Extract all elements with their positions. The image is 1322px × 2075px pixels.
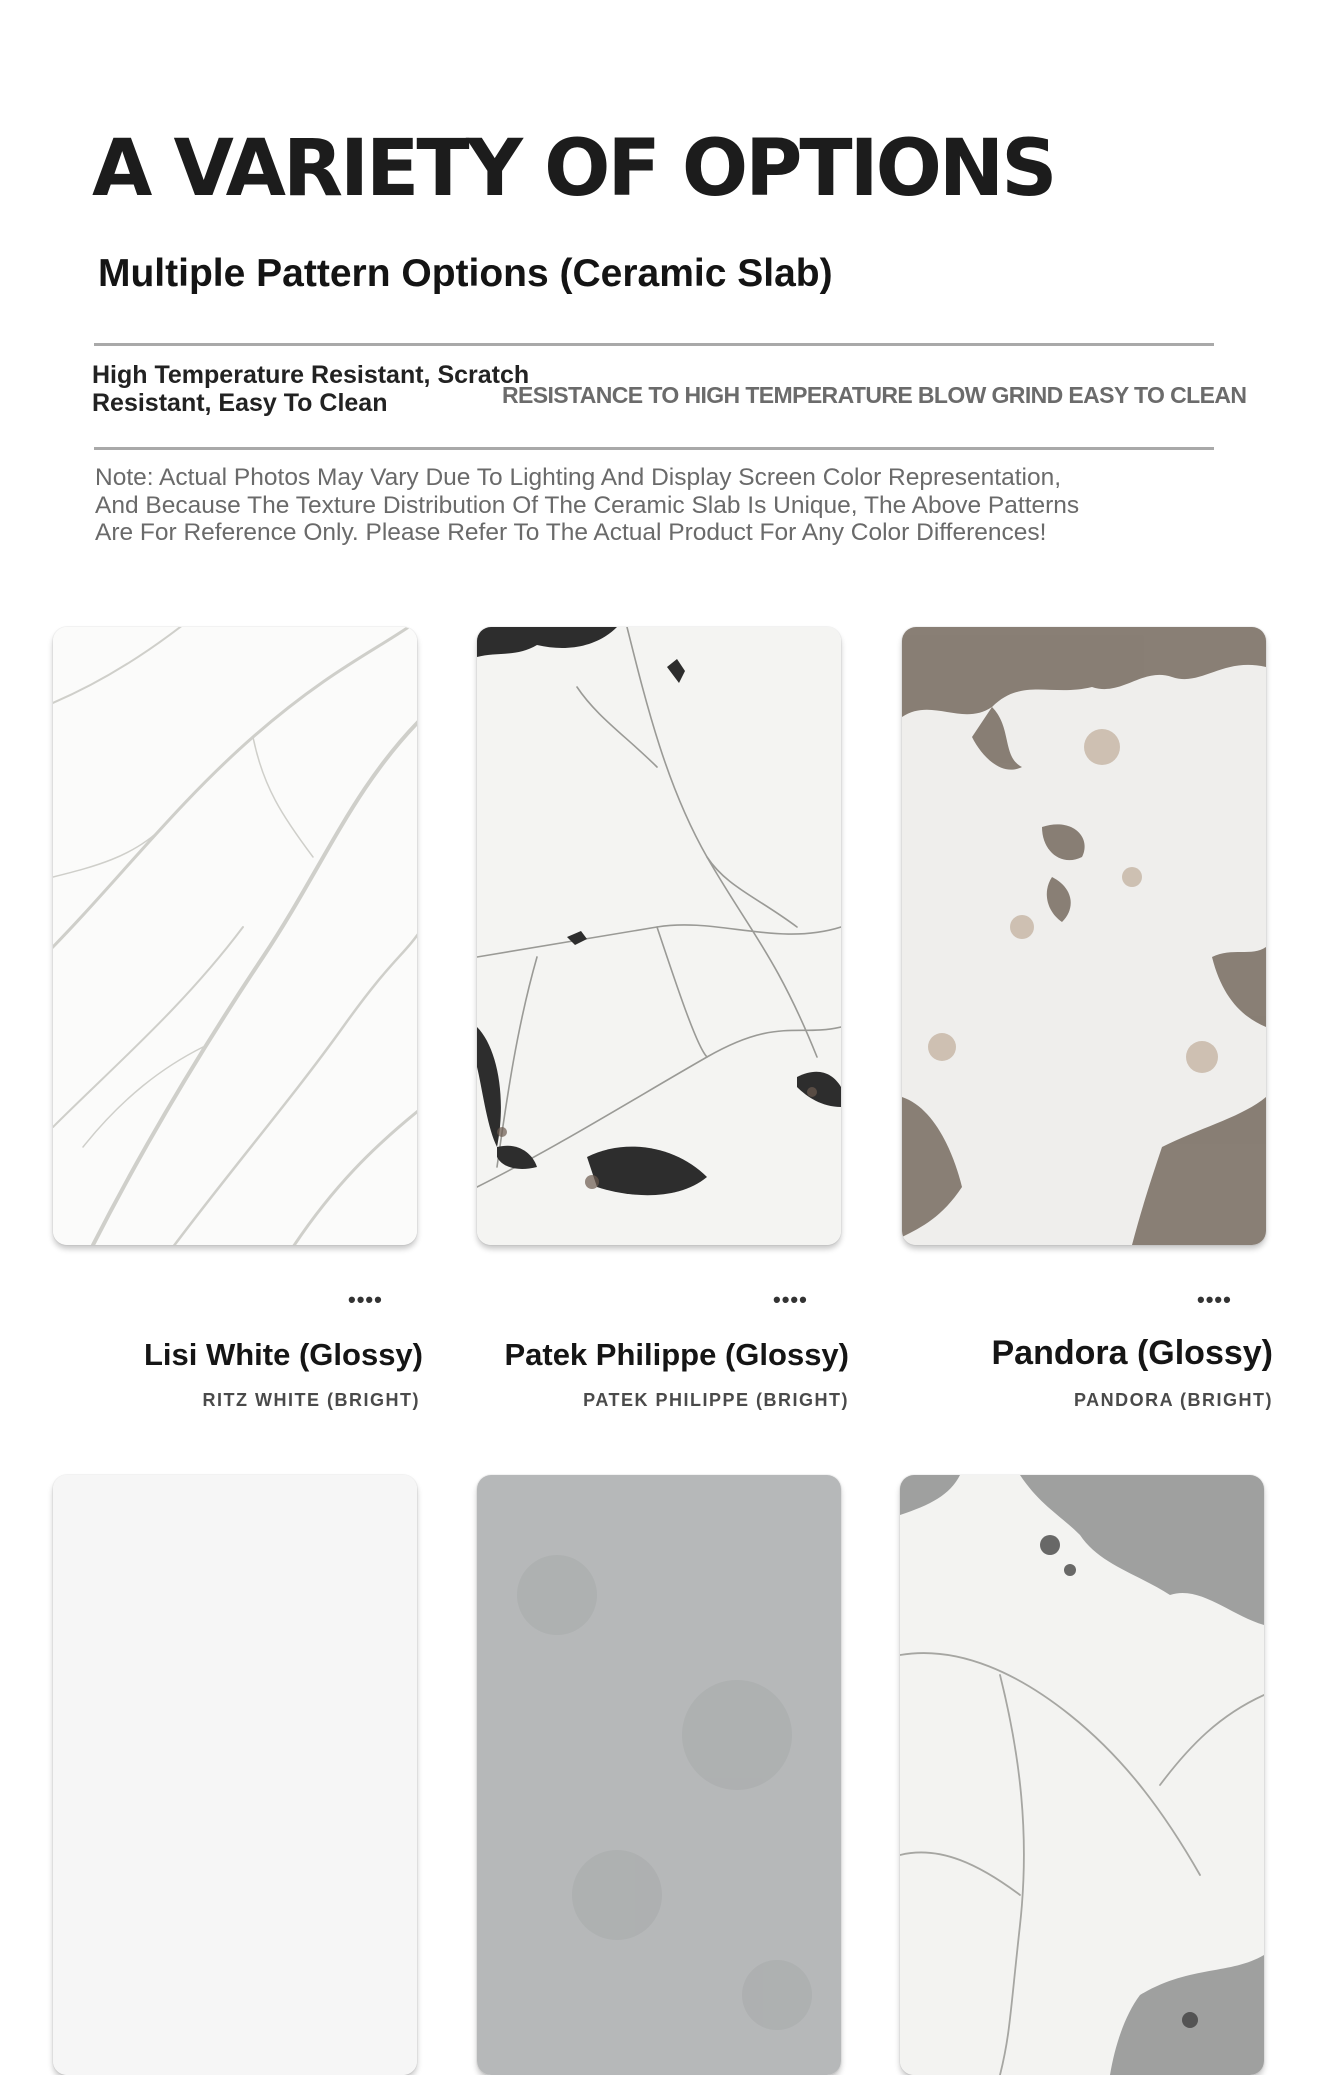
slab-image-pandora <box>902 627 1266 1245</box>
product-name: Lisi White (Glossy) <box>143 1337 423 1372</box>
more-options-icon[interactable]: •••• <box>348 1287 383 1312</box>
page-subtitle: Multiple Pattern Options (Ceramic Slab) <box>98 252 833 295</box>
disclaimer-note: Note: Actual Photos May Vary Due To Lighting And Display Screen Color Representation, And Because The Texture Distribution Of The Ceramic Slab Is Unique, The Above Patterns Are For Reference Only. Please Refer To The Actual Product For Any Color Differences! <box>95 464 1080 546</box>
product-card-marble-grey[interactable] <box>900 1475 1264 2075</box>
page-title: A VARIETY OF OPTIONS <box>92 124 1055 214</box>
product-code: PATEK PHILIPPE (BRIGHT) <box>583 1390 849 1410</box>
slab-image-grey <box>477 1475 841 2075</box>
product-card-grey[interactable] <box>477 1475 841 2075</box>
product-name: Patek Philippe (Glossy) <box>504 1337 849 1372</box>
feature-text: High Temperature Resistant, Scratch Resistant, Easy To Clean <box>92 361 530 417</box>
product-card-lisi-white[interactable] <box>53 627 417 1245</box>
slab-image-marble-grey <box>900 1475 1264 2075</box>
slab-image-patek-philippe <box>477 627 841 1245</box>
product-card-pandora[interactable] <box>902 627 1266 1245</box>
slab-image-pure-white <box>53 1475 417 2075</box>
more-options-icon[interactable]: •••• <box>1197 1287 1232 1312</box>
feature-banner-text: RESISTANCE TO HIGH TEMPERATURE BLOW GRIND EASY TO CLEAN <box>502 382 1247 408</box>
divider-bottom <box>94 447 1214 450</box>
slab-image-lisi-white <box>53 627 417 1245</box>
more-options-icon[interactable]: •••• <box>773 1287 808 1312</box>
product-card-pure-white[interactable] <box>53 1475 417 2075</box>
product-name: Pandora (Glossy) <box>991 1334 1273 1372</box>
divider-top <box>94 343 1214 346</box>
product-code: RITZ WHITE (BRIGHT) <box>202 1390 420 1410</box>
product-card-patek-philippe[interactable] <box>477 627 841 1245</box>
product-code: PANDORA (BRIGHT) <box>1074 1390 1273 1410</box>
